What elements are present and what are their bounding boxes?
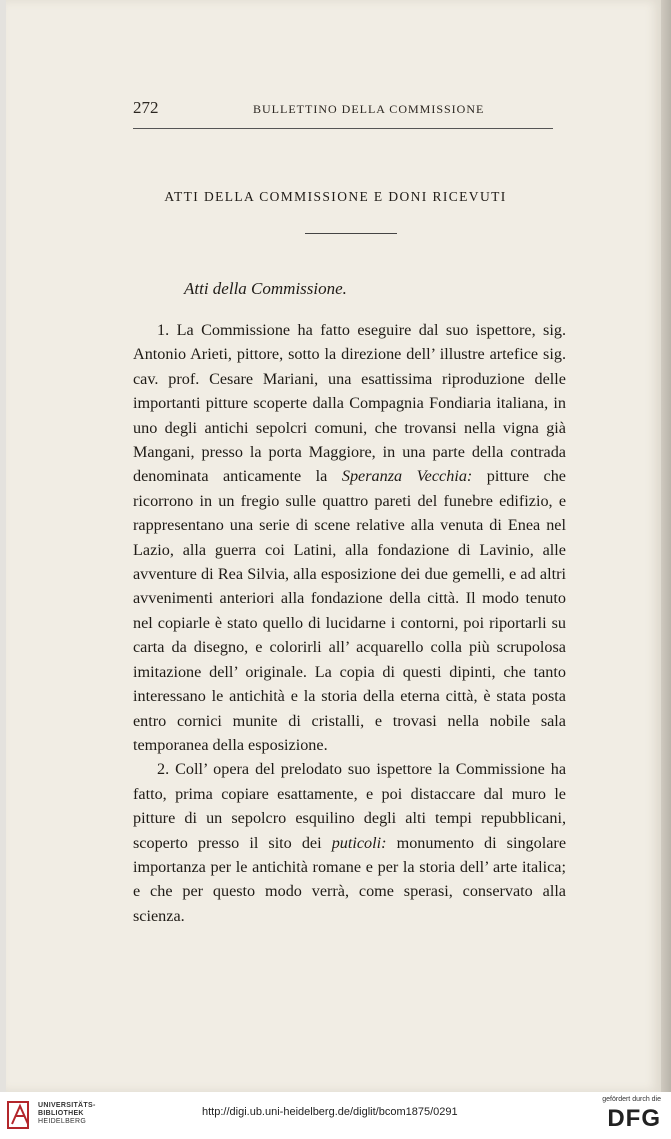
title-divider [305, 233, 397, 234]
page-edge-shadow [661, 0, 671, 1092]
page-header [133, 98, 563, 122]
paragraph-1-italic: Speranza Vecchia: [341, 467, 473, 486]
subsection-title: Atti della Commissione. [184, 279, 347, 298]
institution-line-3: HEIDELBERG [38, 1118, 87, 1125]
page-number: 272 [133, 98, 159, 117]
paragraph-2-text-b: monumento di singolare importanza per le antichità romane e per la storia dell’ arte italica; e che per questo modo verrà, come sperasi, conservato alla scienza. [133, 833, 567, 925]
dfg-logo[interactable]: DFG [607, 1105, 661, 1132]
header-rule [133, 128, 553, 129]
running-head: BULLETTINO DELLA COMMISSIONE [253, 102, 485, 116]
paragraph-2 [133, 757, 566, 928]
institution-line-1: UNIVERSITÄTS- [38, 1102, 96, 1109]
paragraph-2-text-a: 2. Coll’ opera del prelodato suo ispettore la Commissione ha fatto, prima copiare esattamente, e poi distaccare dal muro le pitture di un sepolcro esquilino degli alti tempi repubblicani, scoperto presso il sito dei [133, 760, 566, 852]
paragraph-1 [133, 318, 566, 757]
paragraph-1-text-b: pitture che ricorrono in un fregio sulle quattro pareti del funebre edifizio, e rappresentano una serie di scene relative alla venuta di Enea nel Lazio, alla guerra coi Latini, alla fondazione di Lavinio, alle avventure di Rea Silvia, alla esposizione dei due gemelli, e ad altri avvenimenti anteriori alla fondazione della città. Il modo tenuto nel copiarle è stato quello di lucidarne i contorni, poi riportarli su carta da disegno, e colorirli all’ acquarello colla più scrupolosa imitazione dell’ originale. La copia di questi dipinti, che tanto interessano le antichità e la storia della eterna città, è stata posta entro cornici munite di cristalli, e trovasi nella nobile sala temporanea della esposizione. [133, 467, 566, 754]
university-name [38, 1102, 96, 1126]
permalink-url[interactable]: http://digi.ub.uni-heidelberg.de/diglit/bcom1875/0291 [202, 1106, 458, 1118]
body-text [133, 318, 566, 928]
paragraph-2-italic: puticoli: [331, 833, 387, 852]
section-title: ATTI DELLA COMMISSIONE E DONI RICEVUTI [164, 189, 507, 204]
university-logo-icon[interactable] [6, 1098, 36, 1132]
institution-line-2: BIBLIOTHEK [38, 1110, 84, 1117]
funded-by-label: gefördert durch die [602, 1096, 661, 1103]
viewer-footer [0, 1092, 671, 1139]
paragraph-1-text-a: 1. La Commissione ha fatto eseguire dal suo ispettore, sig. Antonio Arieti, pittore, sotto la direzione dell’ illustre artefice sig. cav. prof. Cesare Mariani, una esattissima riproduzione delle importanti pitture scoperte dalla Compagnia Fondiaria italiana, in uno degli antichi sepolcri comuni, che trovansi nella vigna già Mangani, presso la porta Maggiore, in una parte della contrada denominata anticamente la [133, 321, 566, 486]
